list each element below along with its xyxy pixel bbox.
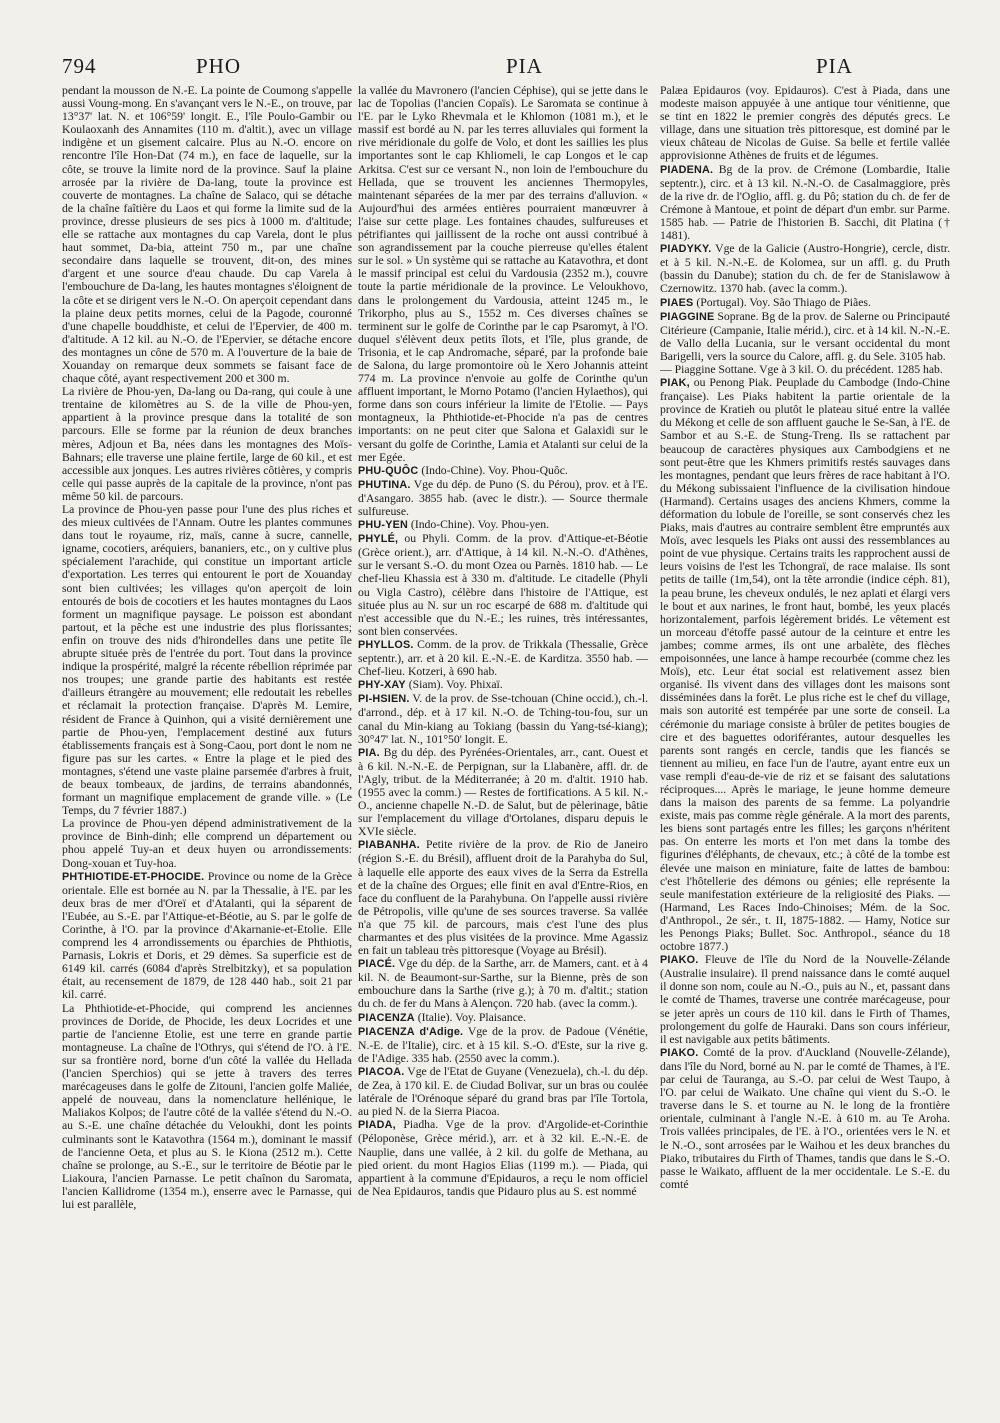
dictionary-entry bbox=[660, 376, 950, 953]
running-head-left: PHO bbox=[196, 54, 242, 78]
paragraph bbox=[358, 84, 648, 464]
entry-headword: PIADENA. bbox=[660, 163, 714, 176]
column-left bbox=[62, 84, 352, 1394]
entry-headword: PIAGGINE bbox=[660, 310, 715, 323]
dictionary-entry bbox=[358, 678, 648, 692]
entry-headword: PIA. bbox=[358, 746, 380, 759]
dictionary-entry bbox=[660, 1046, 950, 1191]
dictionary-entry bbox=[358, 532, 648, 638]
entry-text: (Italie). Voy. Plaisance. bbox=[417, 1010, 526, 1024]
entry-headword: PHU-YEN bbox=[358, 519, 408, 532]
entry-headword: PIACÉ. bbox=[358, 958, 396, 971]
paragraph bbox=[62, 1002, 352, 1212]
running-head-right: PIA bbox=[816, 54, 853, 78]
dictionary-entry bbox=[358, 478, 648, 518]
dictionary-entry bbox=[660, 953, 950, 1046]
running-head-center: PIA bbox=[506, 54, 543, 78]
entry-headword: PHTHIOTIDE-ET-PHOCIDE. bbox=[62, 870, 205, 883]
dictionary-entry bbox=[358, 1011, 648, 1025]
dictionary-entry bbox=[358, 1025, 648, 1065]
entry-text: Vge de la prov. de Padoue (Vénétie, N.-E. de l'Italie), circ. et à 15 kil. S.-O. d'Este, sur la rive g. de l'Adige. 335 hab. (2550 avec la comm.). bbox=[358, 1024, 648, 1065]
entry-text: Comm. de la prov. de Trikkala (Thessalie, Grèce septentr.), arr. et à 20 kil. E.-N.-E. de Karditza. 3550 hab. — Chef-lieu. Kotzeri, à 690 hab. bbox=[358, 637, 648, 679]
dictionary-entry bbox=[358, 464, 648, 478]
dictionary-entry bbox=[660, 163, 950, 243]
entry-headword: PIADA, bbox=[358, 1119, 396, 1132]
entry-text: V. de la prov. de Sse-tchouan (Chine occid.), ch.-l. d'arrond., dép. et à 17 kil. N.-O. de Tching-tou-fou, sur un canal du Min-kiang au Tokiang (bassin du Yang-tsé-kiang); 30°47' lat. N., 101°50' longit. E. bbox=[358, 692, 648, 746]
entry-text: Palæa Epidauros (voy. Epidauros). C'est à Piada, dans une modeste maison appuyée à une antique tour vénitienne, que se tint en 1822 le premier congrès des députés grecs. Le village, dans une situation très pittoresque, est dominé par le vieux château de Nicolas de Guise. Sa belle et fertile vallée approvisionne Athènes de fruits et de légumes. bbox=[660, 84, 950, 163]
paragraph bbox=[62, 503, 352, 817]
dictionary-entry bbox=[358, 638, 648, 678]
dictionary-columns bbox=[62, 84, 950, 1394]
entry-headword: PHYLLOS. bbox=[358, 638, 414, 651]
paragraph bbox=[62, 817, 352, 869]
entry-text: Petite rivière de la prov. de Rio de Janeiro (région S.-E. du Brésil), affluent droit de la Parahyba do Sul, à laquelle elle apporte des eaux vives de la Serra da Estrella et de la chaîne des Orgues; elle finit en aval d'Entre-Rios, en face du confluent de la Parahybuna. On l'appelle aussi rivière de Pétropolis, ville qu'une de ses sources traverse. Sa vallée n'a que 75 kil. de parcours, mais c'est l'une des plus charmantes et des plus visitées de la province. Mme Agassiz en fait un tableau très pittoresque (Voyage au Brésil). bbox=[358, 838, 648, 958]
dictionary-entry bbox=[62, 870, 352, 1002]
entry-headword: PHYLÉ, bbox=[358, 533, 399, 546]
entry-text: La rivière de Phou-yen, Da-lang ou Da-rang, qui coule à une trentaine de kilomètres au S. de la ville de Phou-yen, appartient à la province presque dans la totalité de son parcours. Elle se forme par la réunion de deux branches mères, Adjoun et Ba, nées dans les montagnes des Moïs-Bahnars; elle traverse une plaine fertile, large de 60 kil., et est accessible aux jonques. Les autres rivières côtières, y compris celle qui passe auprès de la capitale de la province, n'ont pas même 50 kil. de parcours. bbox=[62, 385, 352, 503]
page-header bbox=[0, 40, 1000, 80]
dictionary-entry bbox=[358, 692, 648, 745]
entry-headword: PIADYKY. bbox=[660, 243, 712, 256]
entry-text: La Phthiotide-et-Phocide, qui comprend les anciennes provinces de Doride, de Phocide, les deux Locrides et une partie de l'ancienne Etolie, est une terre en grande partie montagneuse. La chaîne de l'Othrys, qui s'étend de l'O. à l'E. sur sa frontière nord, borne d'un côté la vallée du Hellada (l'ancien Sperchios) qui se jette à travers des terres marécageuses dans le golfe de Zitouni, l'ancien golfe Maliée, appelé de nouveau, dans la nomenclature hellénique, le Maliakos Kolpos; de l'autre côté de la vallée s'étend du N.-O. au S.-E. une chaîne détachée du Veloukhi, dont les points culminants sont le Katavothra (1564 m.), dominant le massif de l'ancienne Oeta, et plus au S. le Kiona (2512 m.). Cette chaîne se prolonge, au S.-E., sur le territoire de Béotie par le Liakoura, l'ancien Parnasse. Le petit chaînon du Saromata, l'ancien Kallidrome (1354 m.), enserre avec le Parnasse, qui lui est parallèle, bbox=[62, 1001, 352, 1211]
entry-text: ou Phyli. Comm. de la prov. d'Attique-et-Béotie (Grèce orient.), arr. d'Attique, à 14 kil. N.-N.-O. d'Athènes, sur le versant S.-O. du mont Ozea ou Parnès. 1810 hab. — Le chef-lieu Khassia est à 330 m. d'altitude. Le citadelle (Phyli ou Vigla Castro), célèbre dans l'histoire de l'Attique, est située plus au N. sur un roc escarpé de 688 m. d'altitude qui n'est accessible que du N.-E.; les ruines, très intéressantes, sont bien conservées. bbox=[358, 532, 648, 638]
paragraph bbox=[62, 385, 352, 503]
entry-text: Bg du dép. des Pyrénées-Orientales, arr., cant. Ouest et à 6 kil. N.-N.-E. de Perpignan, sur la Llabanère, affl. dr. de l'Agly, tribut. de la Méditerranée; à 20 m. d'altit. 1910 hab. (1955 avec la comm.) — Restes de fortifications. A 5 kil. N.-O., ancienne chapelle N.-D. de Salut, but de pèlerinage, bâtie sur l'emplacement du village d'Ortolanes, disparu depuis le XVIe siècle. bbox=[358, 745, 648, 839]
entry-text: Vge du dép. de la Sarthe, arr. de Mamers, cant. et à 4 kil. N. de Beaumont-sur-Sarthe, sur la Bienne, près de son embouchure dans la Sarthe (rive g.); à 70 m. d'altit.; station du ch. de fer du Mans à Alençon. 720 hab. (avec la comm.). bbox=[358, 957, 648, 1011]
entry-headword: PIAK, bbox=[660, 377, 690, 390]
entry-text: (Portugal). Voy. São Thiago de Piães. bbox=[696, 295, 871, 309]
column-right bbox=[660, 84, 950, 1394]
entry-text: pendant la mousson de N.-E. La pointe de Coumong s'appelle aussi Voung-mong. En s'avançant vers le N.-E., on trouve, par 13°37' lat. N. et 106°59' longit. E., l'île Poulo-Gambir ou Koulaoxanh des Annamites (110 m. d'altit.), avec un village indigène et un gisement calcaire. Plus au N.-O. encore on rencontre l'île Hon-Dat (74 m.), en face de laquelle, sur la côte, se trouve la limite nord de la province. Sauf la plaine arrosée par la rivière de Da-lang, toute la province est couverte de montagnes. La chaîne de Salaco, qui se détache de la chaîne faîtière du Laos et qui forme la limite sud de la province, dresse plusieurs de ses pics à 1000 m. d'altitude; elle se rattache aux montagnes du cap Varela, dont le plus haut sommet, Da-bia, atteint 750 m., par une chaîne secondaire dans laquelle se trouvent, dit-on, des mines d'argent et une source d'eau chaude. Du cap Varela à l'embouchure de Da-lang, les hautes montagnes s'éloignent de la côte et se dirigent vers le N.-O. On aperçoit cependant dans la plaine deux petits mornes, celui de la Pagode, couronné d'une chapelle bouddhiste, et celui de l'Epervier, de 400 m. d'altitude. A 12 kil. au N.-O. de l'Epervier, se détache encore des montagnes un cône de 570 m. A l'ouverture de la baie de Xouanday on remarque deux sommets se faisant face de chaque côté, ayant respectivement 200 et 300 m. bbox=[62, 84, 352, 386]
entry-text: Soprane. Bg de la prov. de Salerne ou Principauté Citérieure (Campanie, Italie mérid.), circ. et à 14 kil. N.-N.-E. de Vallo della Lucania, sur le versant occidental du mont Barigelli, vers la source du Calore, affl. g. du Sele. 3105 hab. bbox=[660, 309, 950, 363]
entry-text: Vge de la Galicie (Austro-Hongrie), cercle, distr. et à 5 kil. N.-N.-E. de Kolomea, sur un affl. g. du Pruth (bassin du Danube); station du ch. de fer de Stanislawow à Czernowitz. 1370 hab. (avec la comm.). bbox=[660, 242, 950, 296]
entry-headword: PIACENZA bbox=[358, 1011, 415, 1024]
entry-text: (Siam). Voy. Phixaï. bbox=[408, 678, 503, 692]
paragraph bbox=[62, 84, 352, 385]
dictionary-entry bbox=[660, 310, 950, 363]
paragraph bbox=[660, 84, 950, 163]
paragraph bbox=[660, 363, 950, 376]
entry-text: Fleuve de l'île du Nord de la Nouvelle-Zélande (Australie insulaire). Il prend naissance dans le comté auquel il donne son nom, coule au N.-O., puis au N., et, passant dans le comté de Thames, traverse une contrée marécageuse, pour se jeter après un cours de 110 kil. dans le Firth of Thames, prolongement du golfe de Hauraki. Dans son cours inférieur, il est navigable aux petits bâtiments. bbox=[660, 953, 950, 1046]
entry-text: Comté de la prov. d'Auckland (Nouvelle-Zélande), dans l'île du Nord, borné au N. par le comté de Thames, à l'E. par celui de Tauranga, au S.-O. par celui de West Taupo, à l'O. par celui de Waikato. Une chaîne qui vient du S.-O. le traverse dans le S. et tourne au N. le long de la frontière orientale, culminant à l'angle N.-E. à 610 m. au Te Aroha. Trois vallées principales, de l'E. à l'O., orientées vers le N. et le N.-O., sont arrosées par le Waihou et les deux branches du Piako, tributaires du Firth of Thames, tandis que dans le S.-O. passe le Waikato, affluent de la mer occidentale. Le S.-E. du comté bbox=[660, 1045, 950, 1191]
entry-text: ou Penong Piak. Peuplade du Cambodge (Indo-Chine française). Les Piaks habitent la partie orientale de la province de Kratieh ou plutôt le plateau situé entre la vallée du Mékong et celle de son affluent gauche le Se-San, à l'E. de Sambor et au S.-E. de Stung-Treng. Ils se rattachent par beaucoup de caractères physiques aux Cambodgiens et ne sont peut-être que les Khmers primitifs restés sauvages dans les montagnes, pendant que leurs frères de race habitant à l'O. du Mékong subissaient l'influence de la civilisation hindoue (Harmand). Certains usages des anciens Khmers, comme la déformation du lobule de l'oreille, se sont conservés chez les Piaks, mais d'autres au contraire semblent être empruntés aux Moïs, avec lesquels les Piaks ont aussi des ressemblances au point de vue physique. Certains traits les rapprochent aussi de leurs voisins de l'est les Tchongraï, de race malaise. Ils sont petits de taille (1m,54), ont la tête arrondie (indice céph. 81), la peau brune, les cheveux ondulés, le nez aplati et élargi vers le bout et aux narines, le front haut, bombé, les yeux placés horizontalement, parfois légèrement bridés. Le vêtement est un morceau d'étoffe passé autour de la ceinture et entre les jambes; comme armes, ils ont une arbalète, des flèches empoisonnées, une lance à hampe recourbée (comme chez les Moïs), etc. Leur état social est relativement assez bien organisé. Ils vivent dans des villages dont les maisons sont disséminées dans la forêt. Le plus riche est le chef du village, mais son autorité est tempérée par une sorte de conseil. La cérémonie du mariage consiste à brûler de petites bougies de cire et des baguettes odoriférantes, autour desquelles les parents sont rangés en cercle, tandis que les fiancés se tiennent au milieu, en face l'un de l'autre, ayant entre eux un vase rempli d'eau-de-vie de riz et se faisant des salutations réciproques.... Après le mariage, le jeune homme demeure dans la maison des parents de sa femme. La polyandrie existe, mais pas comme règle générale. A la mort des parents, les biens sont partagés entre les filles; les garçons n'héritent pas. On enterre les morts et l'on met dans la tombe des figurines d'éléphants, de chevaux, etc.; à côté de la tombe est élevée une maison en miniature, faite de lattes de bambou: c'est l'hôtellerie des démons ou génies; elle représente la seule manifestation extérieure de la religiosité des Piaks. — (Harmand, Les Races Indo-Chinoises; Mém. de la Soc. d'Anthropol., 2e sér., t. II, 1875-1882. — Hamy, Notice sur les Penongs Piaks; Bullet. Soc. Anthropol., séance du 18 octobre 1877.) bbox=[660, 376, 950, 954]
dictionary-entry bbox=[358, 518, 648, 532]
dictionary-entry bbox=[660, 296, 950, 310]
page-number: 794 bbox=[62, 54, 97, 78]
entry-headword: PIACOA. bbox=[358, 1065, 405, 1078]
entry-headword: PIAES bbox=[660, 296, 694, 309]
entry-headword: PHUTINA. bbox=[358, 478, 411, 491]
entry-text: La province de Phou-yen dépend administrativement de la province de Binh-dinh; elle comprend un département ou phou appelé Tuy-an et deux huyen ou arrondissements: Dong-xouan et Tuy-hoa. bbox=[62, 817, 352, 870]
entry-text: Piadha. Vge de la prov. d'Argolide-et-Corinthie (Péloponèse, Grèce mérid.), arr. et à 32 kil. E.-N.-E. de Nauplie, dans une vallée, à 2 kil. du golfe de Methana, au pied orient. du mont Hagios Elias (1199 m.). — Piada, qui appartient à la commune d'Epidauros, a reçu le nom officiel de Nea Epidauros, tandis que Pidauro plus au S. est nommé bbox=[358, 1118, 648, 1198]
column-middle bbox=[358, 84, 648, 1394]
entry-headword: PIAKO. bbox=[660, 954, 699, 967]
entry-text: Vge du dép. de Puno (S. du Pérou), prov. et à l'E. d'Asangaro. 3855 hab. (avec le distr.). — Source thermale sulfureuse. bbox=[358, 477, 648, 518]
dictionary-entry bbox=[358, 957, 648, 1010]
entry-text: Province ou nome de la Grèce orientale. Elle est bornée au N. par la Thessalie, à l'E. par les deux bras de mer d'Oreï et d'Atalanti, qui la séparent de l'Eubée, au S.-E. par l'Attique-et-Béotie, au S. par le golfe de Corinthe, à l'O. par la province d'Akarnanie-et-Etolie. Elle comprend les 4 arrondissements ou éparchies de Phthiotis, Parnasis, Lokris et Doris, et 29 dèmes. Sa superficie est de 6149 kil. carrés (6084 d'après Strelbitzky), et sa population était, au recensement de 1879, de 128 440 hab., soit 21 par kil. carré. bbox=[62, 869, 352, 1002]
entry-headword: PIABANHA. bbox=[358, 839, 420, 852]
entry-headword: PIACENZA d'Adige. bbox=[358, 1025, 464, 1038]
entry-headword: PHY-XAY bbox=[358, 679, 406, 692]
entry-text: (Indo-Chine). Voy. Phou-yen. bbox=[410, 518, 549, 532]
entry-headword: PIAKO. bbox=[660, 1046, 699, 1059]
entry-headword: PHU-QUÔC bbox=[358, 464, 419, 477]
entry-text: La province de Phou-yen passe pour l'une des plus riches et des mieux cultivées de l'Annam. Outre les plantes communes dans tout le royaume, riz, maïs, canne à sucre, cannelle, igname, cocotiers, aréquiers, bananiers, etc., on y cultive plus spécialement l'arachide, qui constitue un important article d'exportation. Les terres qui entourent le port de Xouanday sont bien cultivées; les villages qu'on aperçoit de loin entourés de bois de cocotiers et les hautes montagnes du Laos forment un magnifique paysage. Le poisson est abondant partout, et la pêche est une industrie des plus florissantes; enfin on trouve des nids d'hirondelles dans une petite île abrupte située près de l'entrée du port. Tout dans la province indique la prospérité, malgré la récente rébellion réprimée par nos troupes; une grande partie des habitants est restée d'ailleurs étrangère au mouvement; elle redoutait les rebelles et réclamait la protection française. D'après M. Lemire, résident de France à Quinhon, qui a visité dernièrement une partie de Phou-yen, l'emplacement destiné aux futurs établissements français est à Song-Caou, port dont le nom ne figure pas sur les cartes. « Entre la plage et le pied des montagnes, s'étend une vaste plaine parsemée d'arbres à fruit, de beaux tombeaux, de jardins, de terrains abandonnés, formant un magnifique emplacement de grande ville. » (Le Temps, du 7 février 1887.) bbox=[62, 503, 352, 818]
entry-headword: PI-HSIEN. bbox=[358, 693, 410, 706]
entry-text: la vallée du Mavronero (l'ancien Céphise), qui se jette dans le lac de Topolias (l'ancien Copaïs). Le Saromata se continue à l'E. par le Lyko Rhevmala et le Khlomon (1081 m.), et le massif est bordé au N. par les terres alluviales qui forment la rive méridionale du golfe de Volo, et dont les saillies les plus importantes sont le cap Khliomeli, le cap Longos et le cap Arkitsa. C'est sur ce versant N., non loin de l'embouchure du Hellada, que se trouvent les anciennes Thermopyles, maintenant séparées de la mer par des terrains d'alluvion. « Aujourd'hui des armées entières pourraient manœuvrer à l'aise sur cette plage. Les fontaines chaudes, sulfureuses et pétrifiantes qui jaillissent de la roche ont aussi contribué à son agrandissement par la couche pierreuse qu'elles étalent sur le sol. » Un système qui se rattache au Katavothra, et dont le massif principal est celui du Vardousia (2352 m.), couvre toute la partie méridionale de la province. Le Veloukhovo, dans le prolongement du Vardousia, atteint 1245 m., le Trikorpho, plus au S., 1552 m. Ces diverses chaînes se terminent sur le golfe de Corinthe par le cap Psaromyt, à l'O. duquel s'élèvent deux petits îlots, et l'île, plus grande, de Trisonia, et le cap Andromache, séparé, par la profonde baie de Salona, du large promontoire où le Xero Johannis atteint 774 m. La province n'envoie au golfe de Corinthe qu'un affluent important, le Morno Potamo (l'ancien Hylaethos), qui forme dans son cours inférieur la limite de l'Etolie. — Pays montagneux, la Phthiotide-et-Phocide n'a pas de centres importants: on ne peut citer que Salona et Galaxidi sur le versant du golfe de Corinthe, Lamia et Atalanti sur celui de la mer Egée. bbox=[358, 84, 648, 464]
dictionary-entry bbox=[660, 242, 950, 295]
dictionary-entry bbox=[358, 1065, 648, 1118]
entry-text: Vge de l'Etat de Guyane (Venezuela), ch.-l. du dép. de Zea, à 170 kil. E. de Ciudad Bolivar, sur un bras ou coulée latérale de l'Orénoque séparé du grand bras par l'île Tortola, au pied N. de la Sierra Piacoa. bbox=[358, 1064, 648, 1119]
entry-text: (Indo-Chine). Voy. Phou-Quôc. bbox=[421, 463, 568, 477]
dictionary-entry bbox=[358, 746, 648, 839]
dictionary-entry bbox=[358, 838, 648, 957]
entry-text: Bg de la prov. de Crémone (Lombardie, Italie septentr.), circ. et à 13 kil. N.-N.-O. de Casalmaggiore, près de la rive dr. de l'Oglio, affl. g. du Pô; station du ch. de fer de Crémone à Mantoue, et point de départ d'un embr. sur Parme. 1585 hab. — Patrie de l'historien B. Sacchi, dit Platina († 1481). bbox=[660, 162, 950, 243]
dictionary-entry bbox=[358, 1118, 648, 1198]
entry-text: — Piaggine Sottane. Vge à 3 kil. O. du précédent. 1285 hab. bbox=[660, 362, 943, 376]
